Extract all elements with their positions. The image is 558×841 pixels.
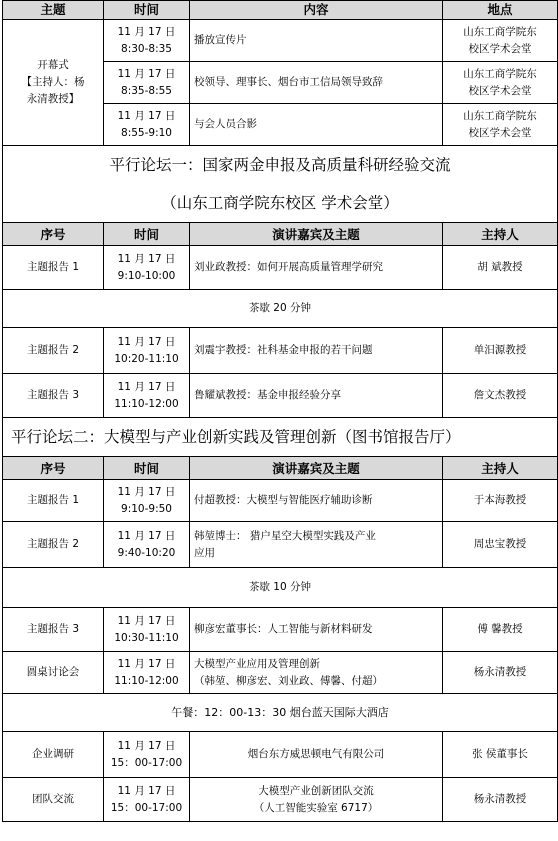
- time: 8:35-8:55: [121, 84, 172, 97]
- forum2-report-3: [3, 608, 558, 652]
- report-content: 刘业政教授：如何开展高质量管理学研究: [190, 246, 443, 290]
- exchange-row: [3, 778, 558, 822]
- content-line: 应用: [194, 546, 215, 559]
- content-line: （人工智能实验室 6717）: [253, 801, 379, 814]
- report-time: [104, 608, 190, 652]
- forum2-header-time: 时间: [104, 457, 190, 480]
- exchange-content: [190, 778, 443, 822]
- forum2-report-1: [3, 480, 558, 522]
- report-time: [104, 246, 190, 290]
- location-line: 校区学术会堂: [468, 126, 532, 139]
- visit-host: 张 侯董事长: [443, 732, 558, 778]
- report-host: 杨永清教授: [443, 652, 558, 694]
- opening-host-line1: 【主持人：杨: [21, 76, 85, 88]
- time: 9:10-9:50: [121, 502, 172, 515]
- forum2-header-speaker: 演讲嘉宾及主题: [190, 457, 443, 480]
- time: 8:30-8:35: [121, 42, 172, 55]
- forum1-break: 茶歇 20 分钟: [3, 290, 558, 328]
- report-time: [104, 480, 190, 522]
- report-label: 主题报告 2: [3, 522, 104, 568]
- forum1-title: 平行论坛一：国家两金申报及高质量科研经验交流: [109, 156, 451, 174]
- report-content: 刘震宇教授：社科基金申报的若干问题: [190, 328, 443, 374]
- report-time: [104, 374, 190, 418]
- forum1-venue: （山东工商学院东校区 学术会堂）: [161, 194, 399, 212]
- forum2-title-row: [3, 418, 558, 457]
- report-label: 主题报告 3: [3, 608, 104, 652]
- opening-location-2: [443, 62, 558, 104]
- lunch-row: [3, 694, 558, 732]
- forum2-break-row: [3, 568, 558, 608]
- opening-content-3: 与会人员合影: [190, 104, 443, 146]
- header-location: 地点: [443, 1, 558, 20]
- content-line: 韩堃博士： 猎户星空大模型实践及产业: [194, 529, 376, 542]
- time: 9:40-10:20: [117, 546, 176, 559]
- forum1-header-no: 序号: [3, 223, 104, 246]
- content-line: 大模型产业应用及管理创新: [194, 657, 320, 670]
- date: 11 月 17 日: [117, 485, 176, 498]
- exchange-host: 杨永清教授: [443, 778, 558, 822]
- report-label: 主题报告 3: [3, 374, 104, 418]
- content-line: （韩堃、柳彦宏、刘业政、傅馨、付超）: [194, 674, 383, 687]
- forum1-header-time: 时间: [104, 223, 190, 246]
- report-host: 单汨源教授: [443, 328, 558, 374]
- visit-time: [104, 732, 190, 778]
- date: 11 月 17 日: [117, 657, 176, 670]
- time: 10:30-11:10: [114, 631, 179, 644]
- header-time: 时间: [104, 1, 190, 20]
- report-host: 胡 斌教授: [443, 246, 558, 290]
- report-label: 主题报告 1: [3, 480, 104, 522]
- visit-label: 企业调研: [3, 732, 104, 778]
- forum1-title-cell: [3, 146, 558, 223]
- exchange-time: [104, 778, 190, 822]
- forum1-title-row: [3, 146, 558, 223]
- content-line: 大模型产业创新团队交流: [258, 784, 374, 797]
- time: 8:55-9:10: [121, 126, 172, 139]
- forum1-report-3: [3, 374, 558, 418]
- exchange-label: 团队交流: [3, 778, 104, 822]
- forum2-header-row: [3, 457, 558, 480]
- visit-content: 烟台东方威思顿电气有限公司: [190, 732, 443, 778]
- report-label: 主题报告 2: [3, 328, 104, 374]
- opening-host-line2: 永清教授】: [26, 93, 80, 105]
- location-line: 山东工商学院东: [463, 67, 537, 80]
- opening-location-3: [443, 104, 558, 146]
- time: 11:10-12:00: [114, 397, 179, 410]
- date: 11 月 17 日: [117, 109, 176, 122]
- report-label: 主题报告 1: [3, 246, 104, 290]
- report-content: [190, 522, 443, 568]
- report-host: 于本海教授: [443, 480, 558, 522]
- report-content: 鲁耀斌教授：基金申报经验分享: [190, 374, 443, 418]
- opening-title: 开幕式: [37, 59, 69, 71]
- schedule-table: [2, 0, 558, 822]
- forum1-break-row: [3, 290, 558, 328]
- date: 11 月 17 日: [117, 25, 176, 38]
- opening-location-1: [443, 20, 558, 62]
- header-content: 内容: [190, 1, 443, 20]
- visit-row: [3, 732, 558, 778]
- date: 11 月 17 日: [117, 252, 176, 265]
- time: 15：00-17:00: [110, 801, 183, 814]
- location-line: 校区学术会堂: [468, 42, 532, 55]
- opening-content-1: 播放宣传片: [190, 20, 443, 62]
- date: 11 月 17 日: [117, 380, 176, 393]
- time: 9:10-10:00: [117, 269, 176, 282]
- report-content: 柳彦宏董事长：人工智能与新材料研发: [190, 608, 443, 652]
- time: 15：00-17:00: [110, 756, 183, 769]
- date: 11 月 17 日: [117, 614, 176, 627]
- report-host: 傅 馨教授: [443, 608, 558, 652]
- date: 11 月 17 日: [117, 67, 176, 80]
- time: 10:20-11:10: [114, 352, 179, 365]
- report-label: 圆桌讨论会: [3, 652, 104, 694]
- report-content: [190, 652, 443, 694]
- forum1-header-row: [3, 223, 558, 246]
- opening-content-2: 校领导、理事长、烟台市工信局领导致辞: [190, 62, 443, 104]
- opening-topic-cell: [3, 20, 104, 146]
- date: 11 月 17 日: [117, 335, 176, 348]
- forum2-break: 茶歇 10 分钟: [3, 568, 558, 608]
- forum2-header-no: 序号: [3, 457, 104, 480]
- date: 11 月 17 日: [117, 784, 176, 797]
- forum1-header-host: 主持人: [443, 223, 558, 246]
- forum1-report-1: [3, 246, 558, 290]
- forum2-roundtable: [3, 652, 558, 694]
- date: 11 月 17 日: [117, 739, 176, 752]
- date: 11 月 17 日: [117, 529, 176, 542]
- time: 11:10-12:00: [114, 674, 179, 687]
- lunch-info: 午餐：12：00-13：30 烟台蓝天国际大酒店: [3, 694, 558, 732]
- forum1-header-speaker: 演讲嘉宾及主题: [190, 223, 443, 246]
- opening-time-3: [104, 104, 190, 146]
- location-line: 山东工商学院东: [463, 25, 537, 38]
- opening-time-1: [104, 20, 190, 62]
- opening-row-1: [3, 20, 558, 62]
- report-host: 周忠宝教授: [443, 522, 558, 568]
- report-content: 付超教授：大模型与智能医疗辅助诊断: [190, 480, 443, 522]
- forum2-header-host: 主持人: [443, 457, 558, 480]
- report-time: [104, 328, 190, 374]
- report-time: [104, 652, 190, 694]
- header-topic: 主题: [3, 1, 104, 20]
- forum2-title: 平行论坛二：大模型与产业创新实践及管理创新（图书馆报告厅）: [3, 418, 558, 457]
- report-time: [104, 522, 190, 568]
- location-line: 校区学术会堂: [468, 84, 532, 97]
- forum2-report-2: [3, 522, 558, 568]
- report-host: 詹文杰教授: [443, 374, 558, 418]
- location-line: 山东工商学院东: [463, 109, 537, 122]
- opening-time-2: [104, 62, 190, 104]
- table-header-row: [3, 1, 558, 20]
- forum1-report-2: [3, 328, 558, 374]
